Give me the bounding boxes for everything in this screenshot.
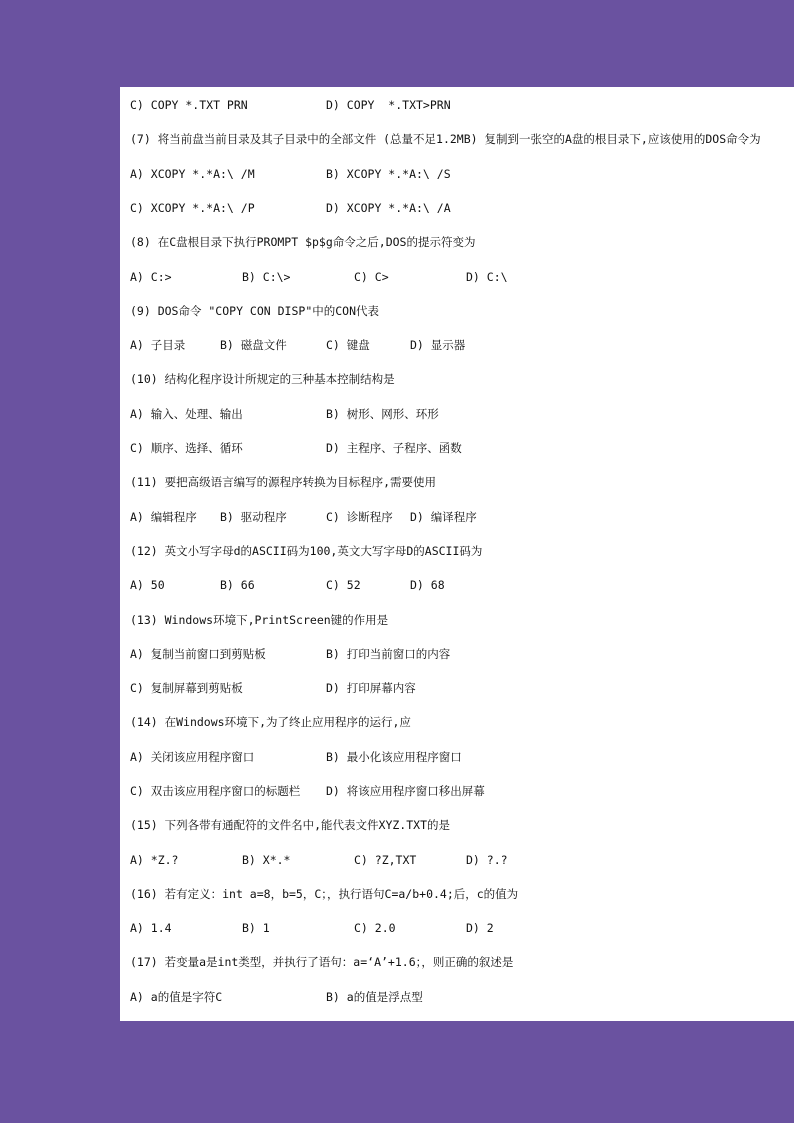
options-row — [130, 784, 780, 798]
option-text: D) 编译程序 — [410, 510, 477, 524]
options-row — [130, 750, 780, 764]
option-text: D) C:\ — [466, 270, 508, 284]
question-text: (8) 在C盘根目录下执行PROMPT $p$g命令之后,DOS的提示符变为 — [130, 235, 476, 249]
option-text: C) 顺序、选择、循环 — [130, 441, 243, 455]
option-text: B) XCOPY *.*A:\ /S — [326, 167, 451, 181]
option-text: D) 显示器 — [410, 338, 466, 352]
options-row — [130, 578, 780, 592]
question-text: (12) 英文小写字母d的ASCII码为100,英文大写字母D的ASCII码为 — [130, 544, 483, 558]
question-text: (13) Windows环境下,PrintScreen键的作用是 — [130, 613, 389, 627]
option-text: D) 将该应用程序窗口移出屏幕 — [326, 784, 485, 798]
option-text: A) 1.4 — [130, 921, 172, 935]
options-row — [130, 647, 780, 661]
option-text: B) a的值是浮点型 — [326, 990, 423, 1004]
option-text: A) C:> — [130, 270, 172, 284]
question-text: (11) 要把高级语言编写的源程序转换为目标程序,需要使用 — [130, 475, 437, 489]
option-text: C) 52 — [326, 578, 361, 592]
question-text: (7) 将当前盘当前目录及其子目录中的全部文件 (总量不足1.2MB) 复制到一张空的A盘的根目录下,应该使用的DOS命令为 — [130, 132, 761, 146]
option-text: C) 2.0 — [354, 921, 396, 935]
option-text: A) 复制当前窗口到剪贴板 — [130, 647, 266, 661]
option-text: A) 编辑程序 — [130, 510, 197, 524]
options-row — [130, 407, 780, 421]
option-text: D) ?.? — [466, 853, 508, 867]
options-row — [130, 681, 780, 695]
option-text: B) C:\> — [242, 270, 291, 284]
option-text: B) 磁盘文件 — [220, 338, 287, 352]
question-text: (10) 结构化程序设计所规定的三种基本控制结构是 — [130, 372, 395, 386]
question-text: (16) 若有定义：int a=8，b=5，C；，执行语句C=a/b+0.4;后，c的值为 — [130, 887, 519, 901]
options-row — [130, 853, 780, 867]
option-text: C) ?Z,TXT — [354, 853, 417, 867]
option-text: B) 1 — [242, 921, 270, 935]
option-text: C) C> — [354, 270, 389, 284]
option-text: C) 双击该应用程序窗口的标题栏 — [130, 784, 301, 798]
options-row — [130, 201, 780, 215]
question-text: (17) 若变量a是int类型，并执行了语句：a=‘A’+1.6；，则正确的叙述是 — [130, 955, 514, 969]
option-text: D) 2 — [466, 921, 494, 935]
options-row — [130, 921, 780, 935]
option-text: B) 树形、网形、环形 — [326, 407, 439, 421]
options-row — [130, 510, 780, 524]
question-text: (9) DOS命令 "COPY CON DISP"中的CON代表 — [130, 304, 380, 318]
option-text: B) 打印当前窗口的内容 — [326, 647, 451, 661]
option-text: B) 驱动程序 — [220, 510, 287, 524]
option-text: D) COPY *.TXT>PRN — [326, 98, 451, 112]
option-text: C) 诊断程序 — [326, 510, 393, 524]
question-text: (14) 在Windows环境下,为了终止应用程序的运行,应 — [130, 715, 411, 729]
document-page — [120, 87, 794, 1021]
option-text: C) 复制屏幕到剪贴板 — [130, 681, 243, 695]
option-text: B) 66 — [220, 578, 255, 592]
options-row — [130, 338, 780, 352]
options-row — [130, 270, 780, 284]
option-text: C) 键盘 — [326, 338, 370, 352]
option-text: C) XCOPY *.*A:\ /P — [130, 201, 255, 215]
option-text: A) 输入、处理、输出 — [130, 407, 243, 421]
option-text: A) a的值是字符C — [130, 990, 223, 1004]
options-row — [130, 990, 780, 1004]
options-row — [130, 167, 780, 181]
option-text: D) XCOPY *.*A:\ /A — [326, 201, 451, 215]
option-text: A) 子目录 — [130, 338, 186, 352]
option-text: D) 主程序、子程序、函数 — [326, 441, 462, 455]
option-text: B) X*.* — [242, 853, 291, 867]
option-text: A) XCOPY *.*A:\ /M — [130, 167, 255, 181]
question-text: (15) 下列各带有通配符的文件名中,能代表文件XYZ.TXT的是 — [130, 818, 451, 832]
option-text: A) *Z.? — [130, 853, 179, 867]
option-text: D) 68 — [410, 578, 445, 592]
options-row — [130, 441, 780, 455]
option-text: C) COPY *.TXT PRN — [130, 98, 248, 112]
options-row — [130, 98, 780, 112]
option-text: B) 最小化该应用程序窗口 — [326, 750, 462, 764]
option-text: A) 50 — [130, 578, 165, 592]
option-text: A) 关闭该应用程序窗口 — [130, 750, 255, 764]
option-text: D) 打印屏幕内容 — [326, 681, 416, 695]
